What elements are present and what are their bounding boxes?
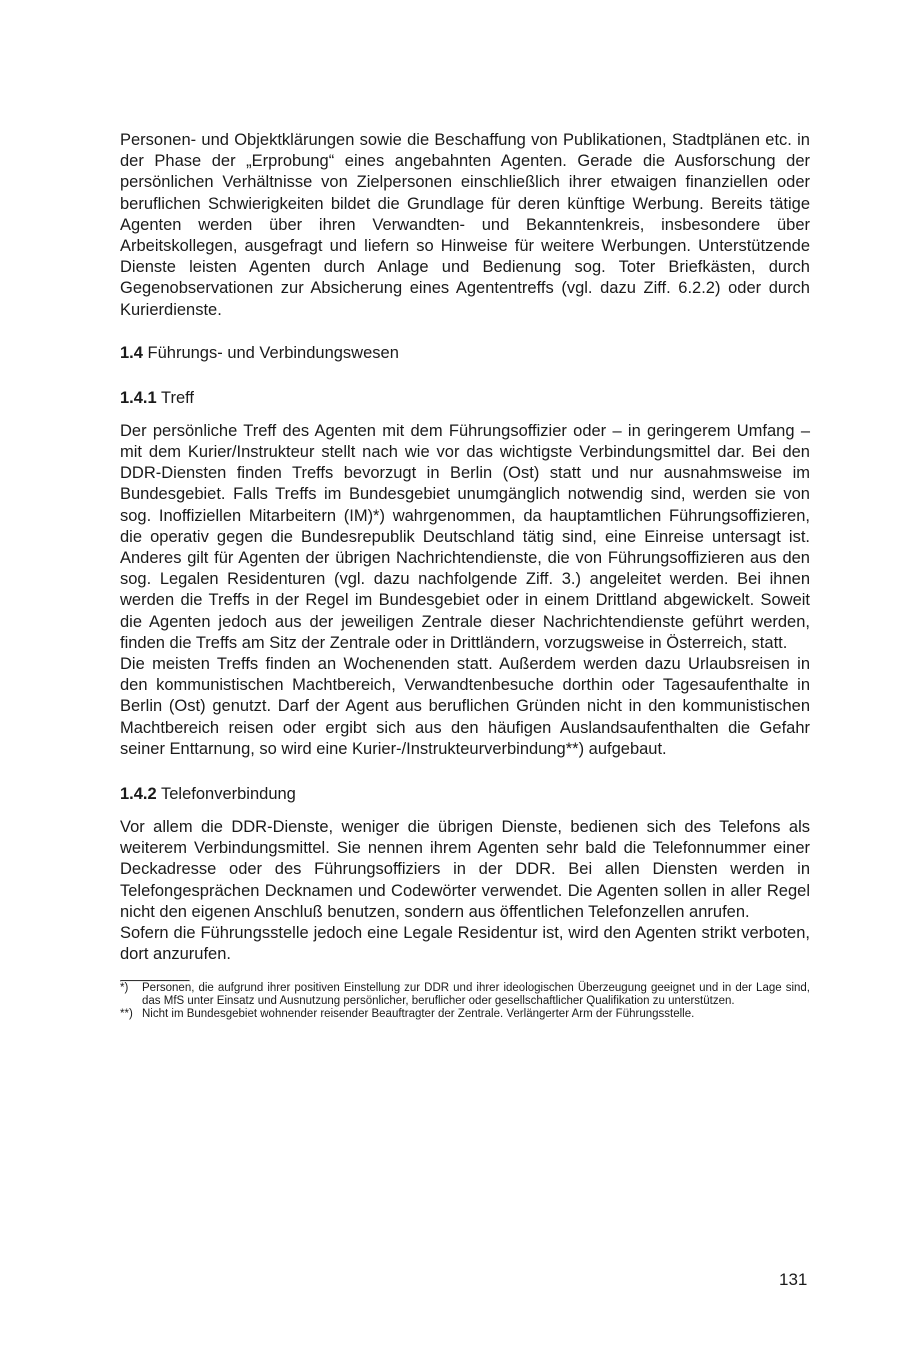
footnote-text: Nicht im Bundesgebiet wohnender reisender Beauftragter der Zentrale. Verlängerter Arm der Führungsstelle. — [142, 1007, 695, 1020]
section-title: Führungs- und Verbindungswesen — [147, 343, 399, 362]
section-number: 1.4 — [120, 343, 143, 362]
section-heading-1-4-1 — [120, 388, 810, 409]
footnote-mark: *) — [120, 981, 129, 994]
footnote-2 — [120, 1008, 810, 1021]
footnote-mark: **) — [120, 1007, 133, 1020]
footnote-text: Personen, die aufgrund ihrer positiven Einstellung zur DDR und ihrer ideologischen Überzeugung geeignet und in der Lage sind, das MfS unter Einsatz und Ausnutzung persönlicher, beruflicher oder gesellschaftlicher Qualifikation zu unterstützen. — [142, 981, 810, 1007]
paragraph-intro: Personen- und Objektklärungen sowie die Beschaffung von Publikationen, Stadtplänen etc. in der Phase der „Erprobung“ eines angebahnten Agenten. Gerade die Ausforschung der persönlichen Verhältnisse von Zielpersonen einschließlich ihrer etwaigen finanziellen oder beruflichen Schwierigkeiten bildet die Grundlage für deren künftige Werbung. Bereits tätige Agenten werden über ihren Verwandten- und Bekanntenkreis, insbesondere über Arbeitskollegen, ausgefragt und liefern so Hinweise für weitere Werbungen. Unterstützende Dienste leisten Agenten durch Anlage und Bedienung sog. Toter Briefkästen, durch Gegenobservationen zur Absicherung eines Agententreffs (vgl. dazu Ziff. 6.2.2) oder durch Kurierdienste. — [120, 131, 810, 319]
footnotes — [120, 982, 810, 1021]
paragraph-treff-continued: Die meisten Treffs finden an Wochenenden statt. Außerdem werden dazu Urlaubsreisen in den kommunistischen Machtbereich, Verwandtenbesuche dorthin oder Tagesaufenthalte in Berlin (Ost) genutzt. Darf der Agent aus beruflichen Gründen nicht in den kommunistischen Machtbereich reisen oder ergibt sich aus den häufigen Auslandsaufenthalten die Gefahr seiner Enttarnung, so wird eine Kurier-/Instrukteurverbindung**) aufgebaut. — [120, 655, 810, 758]
paragraph-telefon-continued: Sofern die Führungsstelle jedoch eine Legale Residentur ist, wird den Agenten strikt verboten, dort anzurufen. — [120, 924, 810, 964]
section-title: Treff — [161, 388, 195, 407]
section-number: 1.4.2 — [120, 785, 157, 804]
section-heading-1-4-2 — [120, 784, 810, 805]
section-title: Telefonverbindung — [161, 785, 296, 804]
page-number: 131 — [779, 1270, 808, 1289]
section-heading-1-4 — [120, 343, 810, 364]
section-number: 1.4.1 — [120, 388, 157, 407]
footnote-1 — [120, 982, 810, 1008]
paragraph-telefon: Vor allem die DDR-Dienste, weniger die übrigen Dienste, bedienen sich des Telefons als weiterem Verbindungsmittel. Sie nennen ihrem Agenten sehr bald die Telefonnummer einer Deckadresse oder des Führungsoffiziers in der DDR. Bei allen Diensten werden in Telefongesprächen Decknamen und Codewörter verwendet. Die Agenten sollen in aller Regel nicht den eigenen Anschluß benutzen, sondern aus öffentlichen Telefonzellen anrufen. — [120, 818, 810, 921]
document-page — [120, 130, 810, 1021]
paragraph-treff: Der persönliche Treff des Agenten mit dem Führungsoffizier oder – in geringerem Umfang – mit dem Kurier/Instrukteur stellt nach wie vor das wichtigste Verbindungsmittel dar. Bei den DDR-Diensten finden Treffs bevorzugt in Berlin (Ost) statt und nur ausnahmsweise im Bundesgebiet. Falls Treffs im Bundesgebiet unumgänglich notwendig sind, werden sie von sog. Inoffiziellen Mitarbeitern (IM)*) wahrgenommen, da hauptamtlichen Führungsoffizieren, die operativ gegen die Bundesrepublik Deutschland tätig sind, eine Einreise untersagt ist. Anderes gilt für Agenten der übrigen Nachrichtendienste, die von Führungsoffizieren aus den sog. Legalen Residenturen (vgl. dazu nachfolgende Ziff. 3.) angeleitet werden. Bei ihnen werden die Treffs in der Regel im Bundesgebiet oder in einem Drittland abgewickelt. Soweit die Agenten jedoch aus der jeweiligen Zentrale dieser Nachrichtendienste geführt werden, finden die Treffs am Sitz der Zentrale oder in Drittländern, vorzugsweise in Österreich, statt. — [120, 421, 810, 652]
